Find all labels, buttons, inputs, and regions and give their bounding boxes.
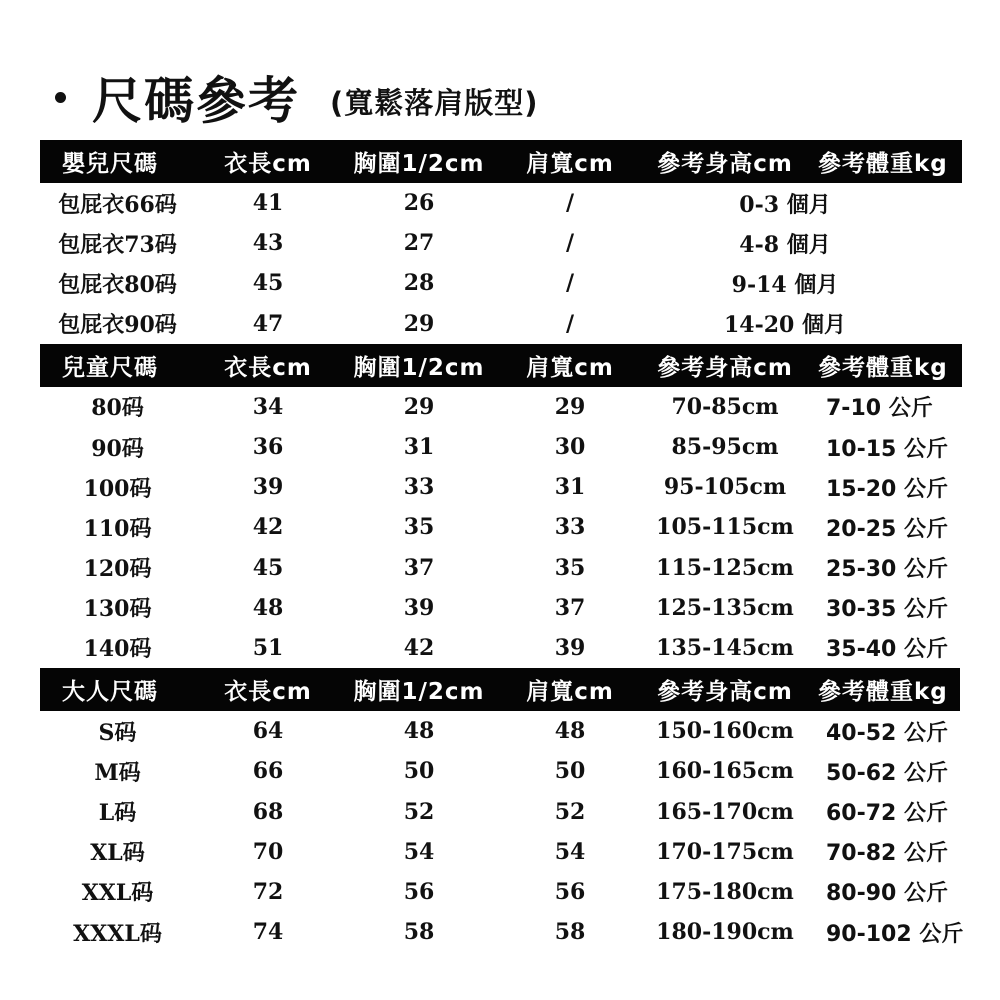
shoulder-cell: 29 <box>554 393 586 420</box>
length-cell: 39 <box>252 474 284 501</box>
table-row <box>40 263 980 303</box>
weight-cell: 10-15 公斤 <box>826 436 949 462</box>
header-chest: 胸圍1/2cm <box>353 354 485 381</box>
header-chest: 胸圍1/2cm <box>353 151 485 177</box>
weight-cell: 90-102 公斤 <box>826 921 964 947</box>
length-cell: 72 <box>252 878 284 905</box>
weight-cell: 7-10 公斤 <box>826 396 933 422</box>
header-ref-height: 參考身高cm <box>657 679 793 706</box>
header-size: 兒童尺碼 <box>62 354 158 381</box>
table-row <box>40 588 980 628</box>
shoulder-cell: 52 <box>554 798 586 825</box>
header-shoulder: 肩寬cm <box>526 151 614 177</box>
header-ref-height: 參考身高cm <box>657 151 793 177</box>
chest-cell: 28 <box>403 270 435 297</box>
header-ref-weight: 參考體重kg <box>818 679 948 706</box>
table-row <box>40 183 980 223</box>
shoulder-cell: 50 <box>554 758 586 785</box>
table-row <box>40 711 980 751</box>
length-cell: 47 <box>252 310 284 337</box>
height-cell: 115-125cm <box>656 554 794 581</box>
table-row <box>40 872 980 912</box>
size-cell: XXXL码 <box>73 920 162 947</box>
size-cell: XXL码 <box>81 880 154 907</box>
weight-cell: 50-62 公斤 <box>826 760 949 786</box>
adult-section-header <box>40 668 960 711</box>
size-cell: 140码 <box>83 636 152 663</box>
table-row <box>40 304 980 344</box>
shoulder-cell: 37 <box>554 594 586 621</box>
chest-cell: 35 <box>403 514 435 541</box>
size-cell: 包屁衣73码 <box>58 231 177 258</box>
length-cell: 70 <box>252 838 284 865</box>
height-cell: 85-95cm <box>671 434 779 461</box>
size-cell: 120码 <box>83 556 152 583</box>
length-cell: 41 <box>252 190 284 217</box>
size-chart-table <box>40 140 980 952</box>
chest-cell: 31 <box>403 434 435 461</box>
shoulder-cell: 31 <box>554 474 586 501</box>
kids-section-header <box>40 344 962 387</box>
weight-cell: 70-82 公斤 <box>826 841 949 867</box>
length-cell: 42 <box>252 514 284 541</box>
table-row <box>40 751 980 791</box>
age-cell: 9-14 個月 <box>731 271 839 298</box>
size-cell: 100码 <box>83 475 152 502</box>
height-cell: 160-165cm <box>656 758 794 785</box>
header-shoulder: 肩寬cm <box>526 354 614 381</box>
chest-cell: 42 <box>403 634 435 661</box>
table-row <box>40 223 980 263</box>
weight-cell: 40-52 公斤 <box>826 720 949 746</box>
shoulder-cell: / <box>565 270 575 297</box>
table-row <box>40 832 980 872</box>
length-cell: 36 <box>252 434 284 461</box>
height-cell: 180-190cm <box>656 919 794 946</box>
shoulder-cell: 33 <box>554 514 586 541</box>
chest-cell: 26 <box>403 190 435 217</box>
shoulder-cell: 39 <box>554 634 586 661</box>
chest-cell: 56 <box>403 878 435 905</box>
table-row <box>40 387 980 427</box>
chest-cell: 48 <box>403 718 435 745</box>
length-cell: 45 <box>252 554 284 581</box>
height-cell: 125-135cm <box>656 594 794 621</box>
table-row <box>40 791 980 831</box>
shoulder-cell: 30 <box>554 434 586 461</box>
height-cell: 150-160cm <box>656 718 794 745</box>
table-row <box>40 628 980 668</box>
size-cell: L码 <box>98 800 137 827</box>
height-cell: 170-175cm <box>656 838 794 865</box>
header-ref-height: 參考身高cm <box>657 354 793 381</box>
size-cell: 包屁衣66码 <box>58 191 177 218</box>
chest-cell: 27 <box>403 230 435 257</box>
size-cell: 110码 <box>83 515 152 542</box>
header-length: 衣長cm <box>224 151 312 177</box>
header-chest: 胸圍1/2cm <box>353 679 485 706</box>
chest-cell: 50 <box>403 758 435 785</box>
header-size: 嬰兒尺碼 <box>62 151 158 177</box>
shoulder-cell: 58 <box>554 919 586 946</box>
title-main: 尺碼參考 <box>92 72 300 130</box>
chest-cell: 52 <box>403 798 435 825</box>
shoulder-cell: / <box>565 230 575 257</box>
age-cell: 4-8 個月 <box>739 231 831 258</box>
length-cell: 68 <box>252 798 284 825</box>
table-row <box>40 548 980 588</box>
weight-cell: 30-35 公斤 <box>826 597 949 623</box>
shoulder-cell: 35 <box>554 554 586 581</box>
size-cell: 包屁衣90码 <box>58 312 177 339</box>
chest-cell: 37 <box>403 554 435 581</box>
weight-cell: 60-72 公斤 <box>826 801 949 827</box>
page-title <box>55 62 539 132</box>
chest-cell: 33 <box>403 474 435 501</box>
length-cell: 45 <box>252 270 284 297</box>
length-cell: 43 <box>252 230 284 257</box>
weight-cell: 80-90 公斤 <box>826 881 949 907</box>
size-cell: XL码 <box>90 840 145 867</box>
length-cell: 74 <box>252 919 284 946</box>
shoulder-cell: / <box>565 190 575 217</box>
weight-cell: 25-30 公斤 <box>826 557 949 583</box>
shoulder-cell: 54 <box>554 838 586 865</box>
length-cell: 64 <box>252 718 284 745</box>
header-ref-weight: 參考體重kg <box>818 151 948 177</box>
table-row <box>40 912 980 952</box>
height-cell: 175-180cm <box>656 878 794 905</box>
height-cell: 70-85cm <box>671 393 779 420</box>
height-cell: 95-105cm <box>663 474 787 501</box>
size-cell: M码 <box>94 759 141 786</box>
size-cell: S码 <box>98 719 137 746</box>
height-cell: 105-115cm <box>656 514 794 541</box>
chest-cell: 39 <box>403 594 435 621</box>
length-cell: 34 <box>252 393 284 420</box>
chest-cell: 29 <box>403 393 435 420</box>
size-cell: 80码 <box>91 395 144 422</box>
age-cell: 14-20 個月 <box>723 312 847 339</box>
table-row <box>40 427 980 467</box>
weight-cell: 20-25 公斤 <box>826 516 949 542</box>
length-cell: 51 <box>252 634 284 661</box>
header-shoulder: 肩寬cm <box>526 679 614 706</box>
size-cell: 130码 <box>83 596 152 623</box>
header-ref-weight: 參考體重kg <box>818 354 948 381</box>
size-cell: 包屁衣80码 <box>58 271 177 298</box>
length-cell: 48 <box>252 594 284 621</box>
height-cell: 165-170cm <box>656 798 794 825</box>
baby-section-header <box>40 140 962 183</box>
weight-cell: 15-20 公斤 <box>826 476 949 502</box>
header-size: 大人尺碼 <box>62 679 158 706</box>
size-cell: 90码 <box>91 435 144 462</box>
bullet-dot-icon <box>55 92 66 103</box>
chest-cell: 29 <box>403 310 435 337</box>
shoulder-cell: 48 <box>554 718 586 745</box>
length-cell: 66 <box>252 758 284 785</box>
title-subtitle: (寬鬆落肩版型) <box>330 85 539 120</box>
chest-cell: 58 <box>403 919 435 946</box>
table-row <box>40 467 980 507</box>
shoulder-cell: / <box>565 310 575 337</box>
age-cell: 0-3 個月 <box>739 191 831 218</box>
header-length: 衣長cm <box>224 354 312 381</box>
shoulder-cell: 56 <box>554 878 586 905</box>
table-row <box>40 507 980 547</box>
weight-cell: 35-40 公斤 <box>826 637 949 663</box>
height-cell: 135-145cm <box>656 634 794 661</box>
chest-cell: 54 <box>403 838 435 865</box>
header-length: 衣長cm <box>224 679 312 706</box>
